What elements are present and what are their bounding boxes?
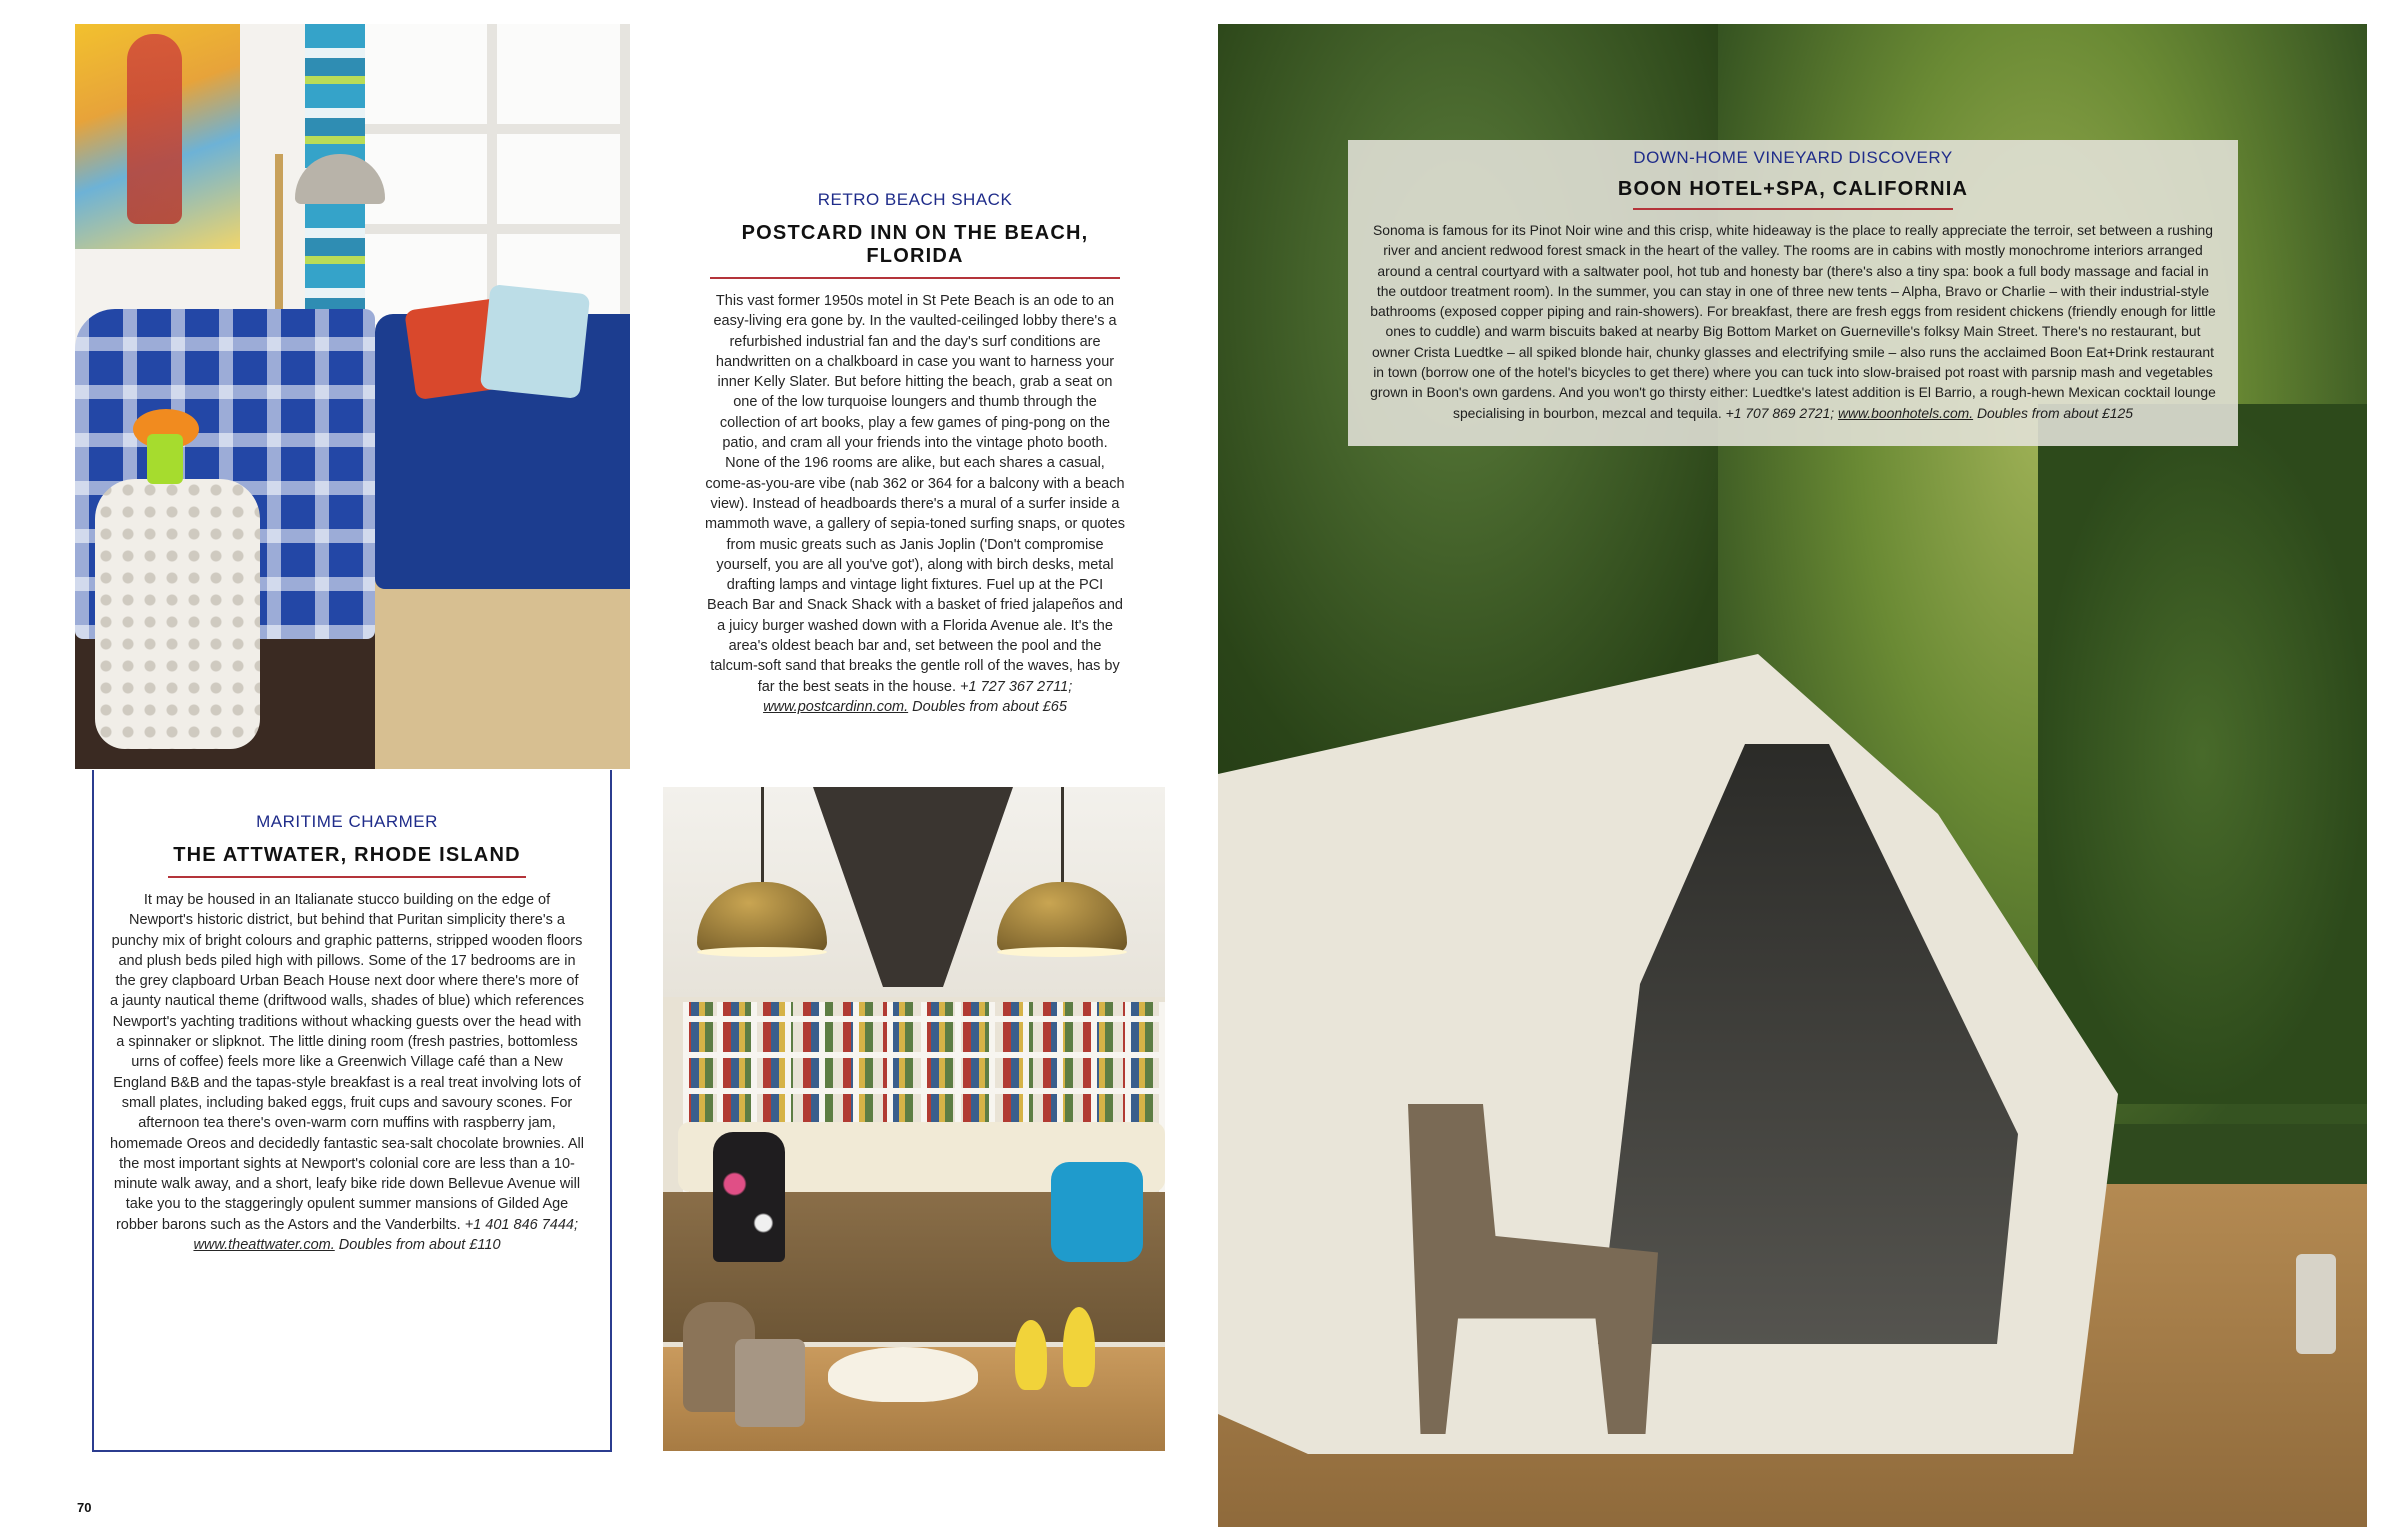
hotel-website-link[interactable]: www.theattwater.com. [193,1237,335,1254]
title-rule [168,876,526,878]
article-body [1370,220,2216,423]
article-kicker: DOWN-HOME VINEYARD DISCOVERY [1633,148,1953,167]
article-body [110,890,584,1255]
ivy-wall [2038,404,2367,1104]
title-rule [1633,208,1953,210]
wall-painting [75,24,240,249]
green-vase [147,434,183,484]
article-kicker: MARITIME CHARMER [256,812,438,831]
living-room-photo [75,24,630,769]
hotel-lobby-photo [663,787,1165,1451]
floral-chair [713,1132,785,1262]
article-kicker: RETRO BEACH SHACK [817,190,1013,209]
article-title: BOON HOTEL+SPA, CALIFORNIA [1617,178,1969,200]
price-info: Doubles from about £110 [338,1237,501,1254]
price-info: Doubles from about £65 [912,698,1067,715]
price-info: Doubles from about £125 [1976,404,2133,421]
article-body [705,291,1125,717]
hotel-website-link[interactable]: www.boonhotels.com. [1837,404,1974,421]
jute-rug [345,564,630,769]
clam-shell [828,1347,978,1402]
contact-phone: +1 727 367 2711; [960,678,1073,695]
garden-stool [95,479,260,749]
contact-phone: +1 401 846 7444; [464,1216,579,1233]
window [355,24,630,324]
turquoise-chair [1051,1162,1143,1262]
article-title: THE ATTWATER, RHODE ISLAND [173,844,521,866]
ceramic-crock [735,1339,805,1427]
body-text: It may be housed in an Italianate stucco building on the edge of Newport's historic district, but behind that Puritan simplicity there's a punchy mix of bright colours and graphic patterns, stripped wooden floors and plush beds piled high with pillows. Some of the 17 bedrooms are in the grey clapboard Urban Beach House next door where there's more of a jaunty nautical theme (driftwood walls, shades of blue) which references Newport's yachting traditions without whacking guests over the head with a spinnaker or slipknot. The little dining room (fresh pastries, bottomless urns of coffee) feels more like a Greenwich Village café than a New England B&B and the tapas-style breakfast is a real treat involving lots of small plates, including baked eggs, fruit cups and savoury scones. For afternoon tea there's oven-warm corn muffins with raspberry jam, homemade Oreos and decidedly fantastic sea-salt chocolate brownies. All the most important sights at Newport's colonial core are less than a 10-minute walk away, and a short, leafy bike ride down Bellevue Avenue will take you to the staggeringly opulent summer mansions of Gilded Age robber barons such as the Astors and the Vanderbilts. [110,892,584,1233]
title-rule [710,277,1120,279]
article-title: POSTCARD INN ON THE BEACH, FLORIDA [741,222,1089,267]
article-postcard-inn [705,190,1125,717]
yellow-bird-figure [1063,1307,1095,1387]
article-attwater [110,812,584,1255]
blue-pillow [480,284,590,399]
page-number: 70 [77,1500,92,1515]
lantern [2296,1254,2336,1354]
article-boon-hotel [1370,148,2216,423]
hotel-website-link[interactable]: www.postcardinn.com. [763,698,909,715]
contact-phone: +1 707 869 2721; [1725,404,1835,421]
yellow-bird-figure [1015,1320,1047,1390]
body-text: Sonoma is famous for its Pinot Noir wine and this crisp, white hideaway is the place to really appreciate the terroir, set between a rushing river and ancient redwood forest smack in the heart of the valley. The rooms are in cabins with mostly monochrome interiors arranged around a central courtyard with a saltwater pool, hot tub and honesty bar (there's also a tiny spa: book a full body massage and facial in the outdoor treatment room). In the summer, you can stay in one of three new tents – Alpha, Bravo or Charlie – with their industrial-style bathrooms (exposed copper piping and rain-showers). For breakfast, there are fresh eggs from resident chickens (friendly enough for little ones to cuddle) and warm biscuits baked at nearby Big Bottom Market on Guerneville's folksy Main Street. There's no restaurant, but owner Crista Luedtke – all spiked blonde hair, chunky glasses and electrifying smile – also runs the acclaimed Boon Eat+Drink restaurant in town (borrow one of the hotel's bicycles to get there) where you can tuck into slow-braised pot roast with parsnip mash and vegetables grown in Boon's own gardens. And you won't go thirsty either: Luedtke's latest addition is El Barrio, a rough-hewn Mexican cocktail lounge specialising in bourbon, mezcal and tequila. [1370,222,2216,421]
body-text: This vast former 1950s motel in St Pete Beach is an ode to an easy-living era gone by. In the vaulted-ceilinged lobby there's a refurbished industrial fan and the day's surf conditions are handwritten on a chalkboard in case you want to harness your inner Kelly Slater. But before hitting the beach, grab a seat on one of the low turquoise loungers and thumb through the collection of art books, play a few games of ping-pong on the patio, and cram all your friends into the vintage photo booth. None of the 196 rooms are alike, but each shares a casual, come-as-you-are vibe (nab 362 or 364 for a balcony with a beach view). Instead of headboards there's a mural of a surfer inside a mammoth wave, a gallery of sepia-toned surfing snaps, or quotes from music greats such as Janis Joplin ('Don't compromise yourself, you are all you've got'), along with birch desks, metal drafting lamps and vintage light fixtures. Fuel up at the PCI Beach Bar and Snack Shack with a basket of fried jalapeños and a juicy burger washed down with a Florida Avenue ale. It's the area's oldest beach bar and, set between the pool and the talcum-soft sand that breaks the gentle roll of the waves, has by far the best seats in the house. [705,293,1125,695]
